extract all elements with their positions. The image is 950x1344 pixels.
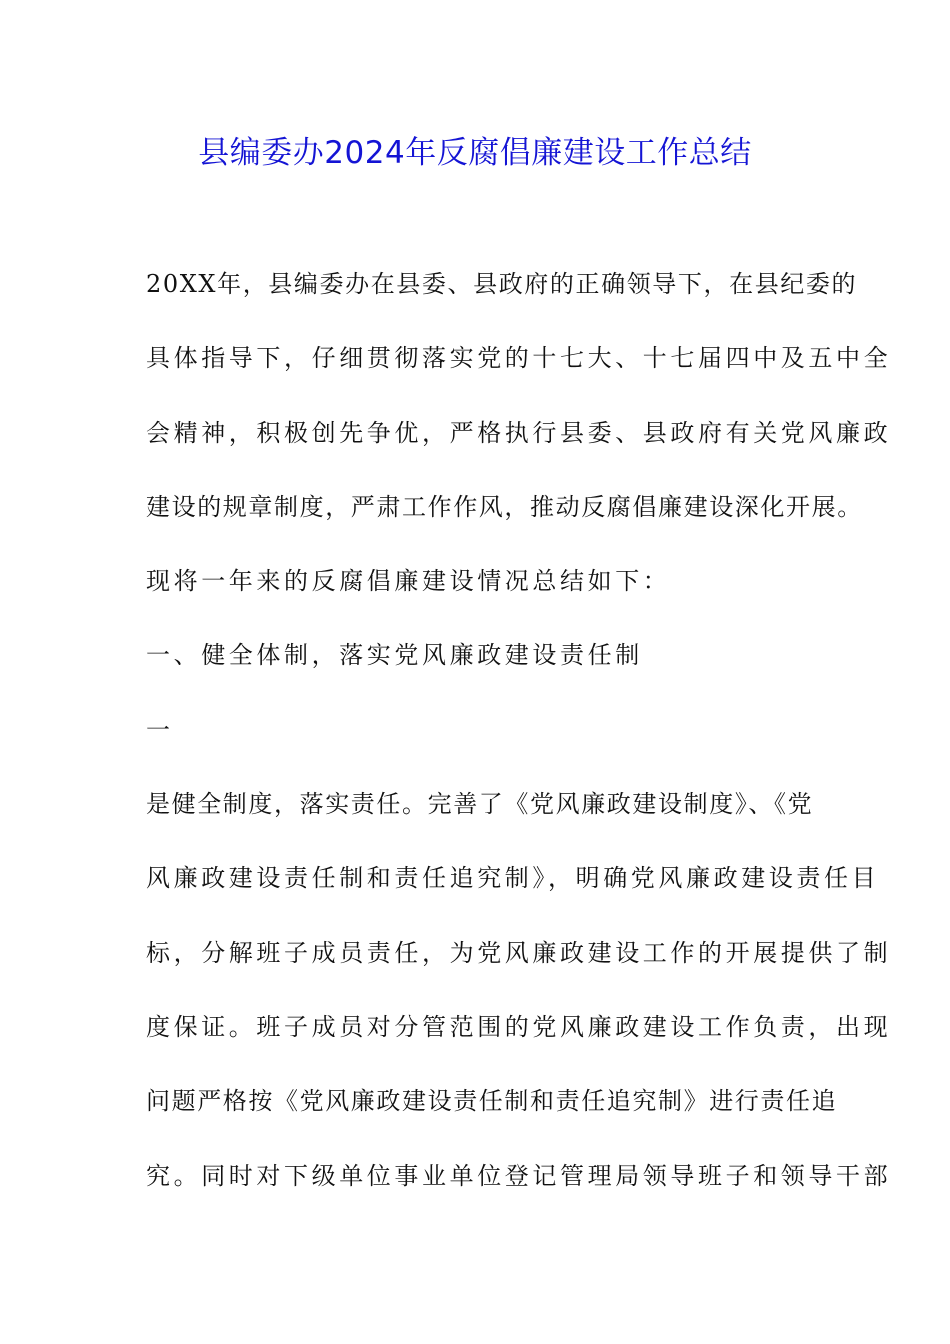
paragraph-line: 现将一年来的反腐倡廉建设情况总结如下： [146, 567, 671, 596]
paragraph-line: 建设的规章制度，严肃工作作风，推动反腐倡廉建设深化开展。 [146, 492, 863, 521]
paragraph-line: 标，分解班子成员责任，为党风廉政建设工作的开展提供了制 [146, 938, 892, 967]
paragraph-line: 风廉政建设责任制和责任追究制》，明确党风廉政建设责任目 [146, 864, 880, 893]
paragraph-line: 究。同时对下级单位事业单位登记管理局领导班子和领导干部 [146, 1161, 892, 1190]
paragraph-line: 一 [146, 715, 174, 744]
document-title: 县编委办2024年反腐倡廉建设工作总结 [198, 135, 752, 171]
section-heading: 一、健全体制，落实党风廉政建设责任制 [146, 641, 643, 670]
document-body [146, 262, 892, 1228]
paragraph-line: 20XX年，县编委办在县委、县政府的正确领导下，在县纪委的 [146, 270, 858, 298]
paragraph-line: 是健全制度，落实责任。完善了《党风廉政建设制度》、《党 [146, 790, 814, 819]
paragraph-line: 问题严格按《党风廉政建设责任制和责任追究制》进行责任追 [146, 1087, 838, 1116]
paragraph-line: 具体指导下，仔细贯彻落实党的十七大、十七届四中及五中全 [146, 344, 892, 373]
paragraph-line: 度保证。班子成员对分管范围的党风廉政建设工作负责，出现 [146, 1012, 892, 1041]
paragraph-line: 会精神，积极创先争优，严格执行县委、县政府有关党风廉政 [146, 418, 892, 447]
